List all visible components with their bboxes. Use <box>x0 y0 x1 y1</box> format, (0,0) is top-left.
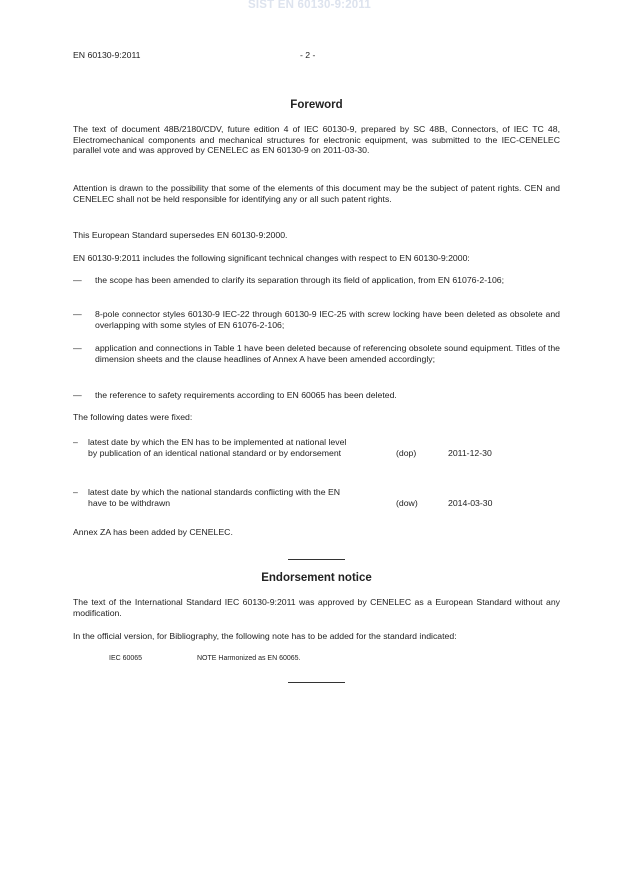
date-item-text: latest date by which the national standards conflicting with the EN have to be withdrawn <box>88 487 341 508</box>
change-item-text: the reference to safety requirements according to EN 60065 has been deleted. <box>95 390 397 400</box>
change-item-text: the scope has been amended to clarify its separation through its field of application, from EN 61076-2-106; <box>95 275 505 285</box>
change-item-text: application and connections in Table 1 have been deleted because of referencing obsolete sound equipment. Titles of the dimension sheets and the clause headlines of Annex A have been amended accordingly; <box>95 343 560 364</box>
note-text: NOTE Harmonized as EN 60065. <box>197 655 301 662</box>
annex-note: Annex ZA has been added by CENELEC. <box>73 527 233 537</box>
dash-bullet: — <box>73 275 82 285</box>
section-divider <box>288 559 345 560</box>
change-item <box>73 275 560 286</box>
en-dash-bullet: – <box>73 437 78 447</box>
header-page-number: - 2 - <box>300 50 316 60</box>
date-value: 2011-12-30 <box>448 447 492 458</box>
en-dash-bullet: – <box>73 487 78 497</box>
endorsement-paragraph-1: The text of the International Standard IEC 60130-9:2011 was approved by CENELEC as a European Standard without any modification. <box>73 597 560 618</box>
foreword-paragraph-4: EN 60130-9:2011 includes the following significant technical changes with respect to EN 60130-9:2000: <box>73 253 470 263</box>
date-abbreviation: (dow) <box>396 497 418 508</box>
dash-bullet: — <box>73 309 82 319</box>
foreword-title: Foreword <box>290 99 343 111</box>
foreword-paragraph-3: This European Standard supersedes EN 60130-9:2000. <box>73 230 288 240</box>
date-item-text: latest date by which the EN has to be implemented at national level by publication of an identical national standard or by endorsement <box>88 437 347 458</box>
endorsement-paragraph-2: In the official version, for Bibliography, the following note has to be added for the standard indicated: <box>73 631 457 641</box>
note-standard-ref: IEC 60065 <box>109 655 143 662</box>
change-item-text: 8-pole connector styles 60130-9 IEC-22 through 60130-9 IEC-25 with screw locking have been deleted as obsolete and overlapping with some styles of EN 61076-2-106; <box>95 309 560 330</box>
dash-bullet: — <box>73 343 82 353</box>
dash-bullet: — <box>73 390 82 400</box>
date-item <box>73 437 560 458</box>
date-item <box>73 487 560 508</box>
change-item <box>73 309 560 330</box>
date-value: 2014-03-30 <box>448 497 493 508</box>
foreword-paragraph-2: Attention is drawn to the possibility that some of the elements of this document may be the subject of patent rights. CEN and CENELEC shall not be held responsible for identifying any or all such patent rights. <box>73 183 560 204</box>
dates-intro: The following dates were fixed: <box>73 412 193 422</box>
end-divider <box>288 682 345 683</box>
watermark: SIST EN 60130-9:2011 <box>248 0 371 11</box>
change-item <box>73 343 560 364</box>
header-doc-id: EN 60130-9:2011 <box>73 50 141 60</box>
change-item <box>73 390 560 401</box>
date-abbreviation: (dop) <box>396 447 417 458</box>
foreword-paragraph-1: The text of document 48B/2180/CDV, future edition 4 of IEC 60130-9, prepared by SC 48B, Connectors, of IEC TC 48, Electromechanical components and mechanical structures for electronic equipment, was submitted to the IEC-CENELEC parallel vote and was approved by CENELEC as EN 60130-9 on 2011-03-30. <box>73 124 560 156</box>
endorsement-title: Endorsement notice <box>261 572 372 584</box>
